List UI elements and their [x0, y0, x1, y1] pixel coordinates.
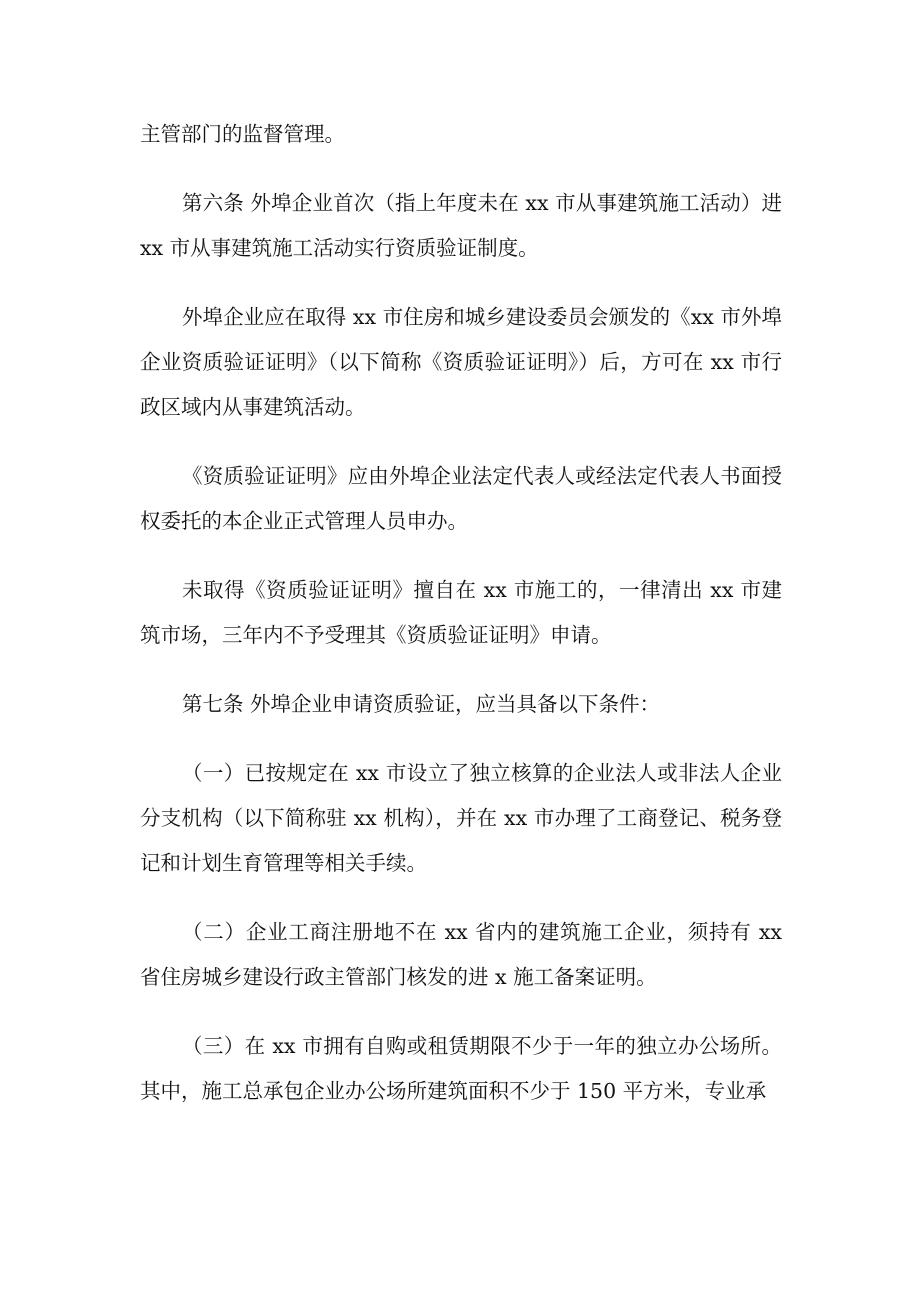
paragraph-continuation: 主管部门的监督管理。: [140, 122, 345, 146]
paragraph-condition-3: （三）在 xx 市拥有自购或租赁期限不少于一年的独立办公场所。其中，施工总承包企业办公场所建筑面积不少于 150 平方米，专业承: [140, 1034, 782, 1103]
paragraph-application-authority: 《资质验证证明》应由外埠企业法定代表人或经法定代表人书面授权委托的本企业正式管理人员申办。: [140, 464, 782, 533]
paragraph-condition-1: （一）已按规定在 xx 市设立了独立核算的企业法人或非法人企业分支机构（以下简称驻 xx 机构），并在 xx 市办理了工商登记、税务登记和计划生育管理等相关手续。: [140, 761, 782, 875]
paragraph-article-6: 第六条 外埠企业首次（指上年度未在 xx 市从事建筑施工活动）进 xx 市从事建筑施工活动实行资质验证制度。: [140, 191, 782, 260]
document-body: [140, 112, 782, 1138]
paragraph-condition-2: （二）企业工商注册地不在 xx 省内的建筑施工企业，须持有 xx 省住房城乡建设行政主管部门核发的进 x 施工备案证明。: [140, 920, 782, 989]
paragraph-penalty: 未取得《资质验证证明》擅自在 xx 市施工的，一律清出 xx 市建筑市场，三年内不予受理其《资质验证证明》申请。: [140, 578, 782, 647]
paragraph-article-7: 第七条 外埠企业申请资质验证，应当具备以下条件：: [182, 692, 661, 716]
paragraph-certificate-requirement: 外埠企业应在取得 xx 市住房和城乡建设委员会颁发的《xx 市外埠企业资质验证证明》（以下简称《资质验证证明》）后，方可在 xx 市行政区域内从事建筑活动。: [140, 305, 782, 419]
